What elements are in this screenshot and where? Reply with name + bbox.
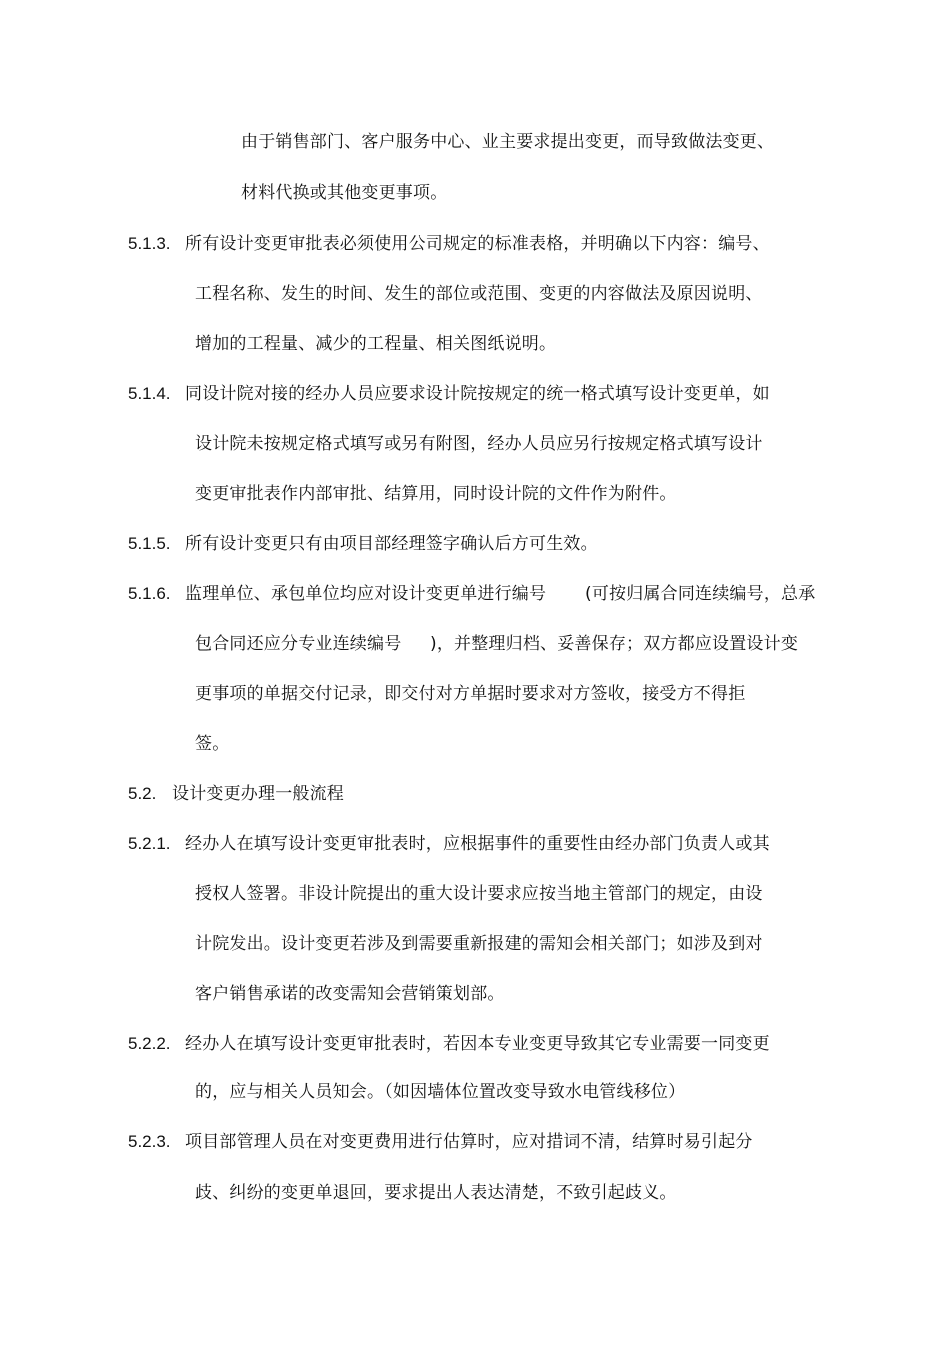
- section-5-2-3-line-1: 项目部管理人员在对变更费用进行估算时，应对措词不清，结算时易引起分: [185, 1132, 753, 1152]
- section-5-2-1-line-1: 经办人在填写设计变更审批表时，应根据事件的重要性由经办部门负责人或其: [185, 834, 770, 854]
- section-5-1-3-line-3: 增加的工程量、减少的工程量、相关图纸说明。: [195, 334, 557, 354]
- section-5-1-3-line-1: 所有设计变更审批表必须使用公司规定的标准表格，并明确以下内容：编号、: [185, 234, 770, 254]
- section-5-2-1-line-3: 计院发出。设计变更若涉及到需要重新报建的需知会相关部门；如涉及到对: [195, 934, 763, 954]
- section-5-1-6-line-2b: )，并整理归档、妥善保存；双方都应设置设计变: [430, 634, 799, 654]
- section-number-5-1-4: 5.1.4.: [128, 384, 171, 403]
- section-5-2-1-line-2: 授权人签署。非设计院提出的重大设计要求应按当地主管部门的规定，由设: [195, 884, 763, 904]
- section-number-5-2: 5.2.: [128, 784, 157, 803]
- section-5-1-4-line-2: 设计院未按规定格式填写或另有附图，经办人员应另行按规定格式填写设计: [195, 434, 763, 454]
- section-5-1-6-line-2a: 包合同还应分专业连续编号: [195, 634, 402, 654]
- section-5-1-6-line-1a: 监理单位、承包单位均应对设计变更单进行编号: [185, 584, 547, 604]
- section-5-1-6-line-4: 签。: [195, 734, 230, 754]
- section-5-1-5-line-1: 所有设计变更只有由项目部经理签字确认后方可生效。: [185, 534, 598, 554]
- section-5-1-6-line-3: 更事项的单据交付记录，即交付对方单据时要求对方签收，接受方不得拒: [195, 684, 746, 704]
- section-5-1-4-line-1: 同设计院对接的经办人员应要求设计院按规定的统一格式填写设计变更单，如: [185, 384, 770, 404]
- section-number-5-1-3: 5.1.3.: [128, 234, 171, 253]
- section-5-2-2-line-2: 的，应与相关人员知会。（如因墙体位置改变导致水电管线移位）: [195, 1082, 686, 1102]
- section-5-1-3-line-2: 工程名称、发生的时间、发生的部位或范围、变更的内容做法及原因说明、: [195, 284, 763, 304]
- section-5-2-3-line-2: 歧、纠纷的变更单退回，要求提出人表达清楚，不致引起歧义。: [195, 1183, 677, 1203]
- section-number-5-2-3: 5.2.3.: [128, 1132, 171, 1151]
- section-number-5-1-5: 5.1.5.: [128, 534, 171, 553]
- section-number-5-2-1: 5.2.1.: [128, 834, 171, 853]
- intro-line-2: 材料代换或其他变更事项。: [241, 183, 448, 203]
- section-number-5-1-6: 5.1.6.: [128, 584, 171, 603]
- section-5-2-2-line-1: 经办人在填写设计变更审批表时，若因本专业变更导致其它专业需要一同变更: [185, 1034, 770, 1054]
- section-5-2-title: 设计变更办理一般流程: [172, 784, 344, 804]
- section-5-1-4-line-3: 变更审批表作内部审批、结算用，同时设计院的文件作为附件。: [195, 484, 677, 504]
- section-5-2-1-line-4: 客户销售承诺的改变需知会营销策划部。: [195, 984, 505, 1004]
- section-5-1-6-line-1b: (可按归属合同连续编号，总承: [585, 584, 816, 604]
- intro-line-1: 由于销售部门、客户服务中心、业主要求提出变更，而导致做法变更、: [241, 132, 775, 152]
- section-number-5-2-2: 5.2.2.: [128, 1034, 171, 1053]
